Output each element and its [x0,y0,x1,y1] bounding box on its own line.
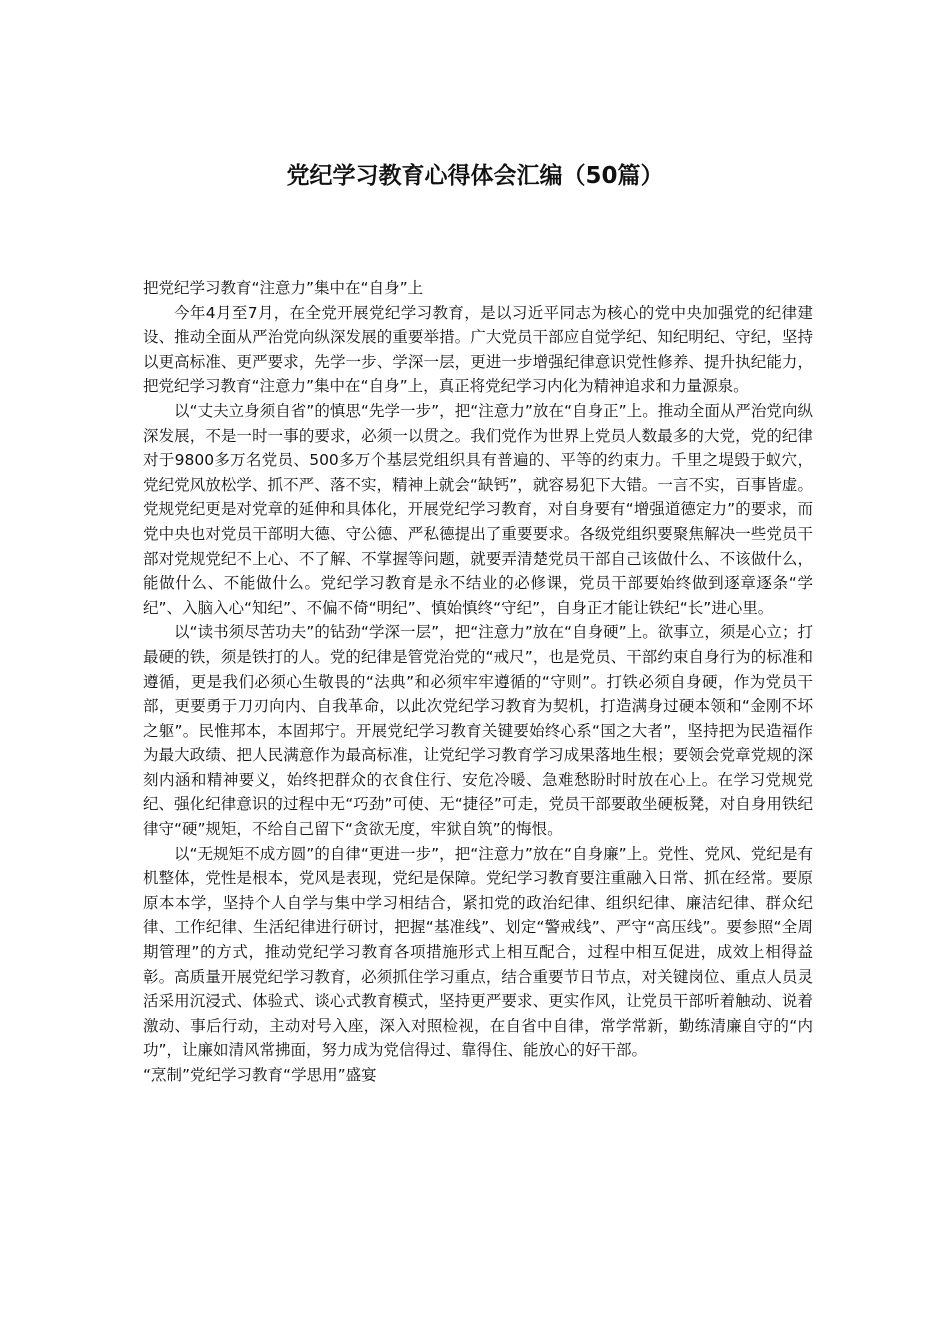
article-heading: “烹制”党纪学习教育“学思用”盛宴 [143,1066,377,1084]
article-paragraph: 今年4月至7月，在全党开展党纪学习教育，是以习近平同志为核心的党中央加强党的纪律建设、推动全面从严治党向纵深发展的重要举措。广大党员干部应自觉学纪、知纪明纪、守纪，坚持以更高标准、更严要求，先学一步、学深一层，更进一步增强纪律意识党性修养、提升执纪能力，把党纪学习教育“注意力”集中在“自身”上，真正将党纪学习内化为精神追求和力量源泉。 [143,303,813,396]
article-paragraph: 以“读书须尽苦功夫”的钻劲“学深一层”，把“注意力”放在“自身硬”上。欲事立，须是心立；打最硬的铁，须是铁打的人。党的纪律是管党治党的“戒尺”，也是党员、干部约束自身行为的标准和遵循，更是我们必须心生敬畏的“法典”和必须牢牢遵循的“守则”。打铁必须自身硬，作为党员干部，更要勇于刀刃向内、自我革命，以此次党纪学习教育为契机，打造满身过硬本领和“金刚不坏之躯”。民惟邦本，本固邦宁。开展党纪学习教育关键要始终心系“国之大者”，坚持把为民造福作为最大政绩、把人民满意作为最高标准，让党纪学习教育学习成果落地生根；要领会党章党规的深刻内涵和精神要义，始终把群众的衣食住行、安危冷暖、急难愁盼时时放在心上。在学习党规党纪、强化纪律意识的过程中无“巧劲”可使、无“捷径”可走，党员干部要敢坐硬板凳，对自身用铁纪律守“硬”规矩，不给自己留下“贪欲无度，牢狱自筑”的悔恨。 [143,623,813,839]
article-paragraph: 以“丈夫立身须自省”的慎思“先学一步”，把“注意力”放在“自身正”上。推动全面从严治党向纵深发展，不是一时一事的要求，必须一以贯之。我们党作为世界上党员人数最多的大党，党的纪律对于9800多万名党员、500多万个基层党组织具有普遍的、平等的约束力。千里之堤毁于蚁穴，党纪党风放松学、抓不严、落不实，精神上就会“缺钙”，就容易犯下大错。一言不实，百事皆虚。党规党纪更是对党章的延伸和具体化，开展党纪学习教育，对自身要有“增强道德定力”的要求，而党中央也对党员干部明大德、守公德、严私德提出了重要要求。各级党组织要聚焦解决一些党员干部对党规党纪不上心、不了解、不掌握等问题，就要弄清楚党员干部自己该做什么、不该做什么，能做什么、不能做什么。党纪学习教育是永不结业的必修课，党员干部要始终做到逐章逐条“学纪”、入脑入心“知纪”、不偏不倚“明纪”、慎始慎终“守纪”，自身正才能让铁纪“长”进心里。 [143,401,813,617]
article-heading: 把党纪学习教育“注意力”集中在“自身”上 [143,279,424,297]
article-paragraph: 以“无规矩不成方圆”的自律“更进一步”，把“注意力”放在“自身廉”上。党性、党风、党纪是有机整体，党性是根本，党风是表现，党纪是保障。党纪学习教育要注重融入日常、抓在经常。要原原本本学，坚持个人自学与集中学习相结合，紧扣党的政治纪律、组织纪律、廉洁纪律、群众纪律、工作纪律、生活纪律进行研讨，把握“基准线”、划定“警戒线”、严守“高压线”。要参照“全周期管理”的方式，推动党纪学习教育各项措施形式上相互配合，过程中相互促进，成效上相得益彰。高质量开展党纪学习教育，必须抓住学习重点，结合重要节日节点，对关键岗位、重点人员灵活采用沉浸式、体验式、谈心式教育模式，坚持更严要求、更实作风，让党员干部听着触动、说着激动、事后行动，主动对号入座，深入对照检视，在自省中自律，常学常新，勤练清廉自守的“内功”，让廉如清风常拂面，努力成为党信得过、靠得住、能放心的好干部。 [143,844,813,1060]
document-body [143,276,813,1088]
document-title: 党纪学习教育心得体会汇编（50篇） [286,163,664,189]
